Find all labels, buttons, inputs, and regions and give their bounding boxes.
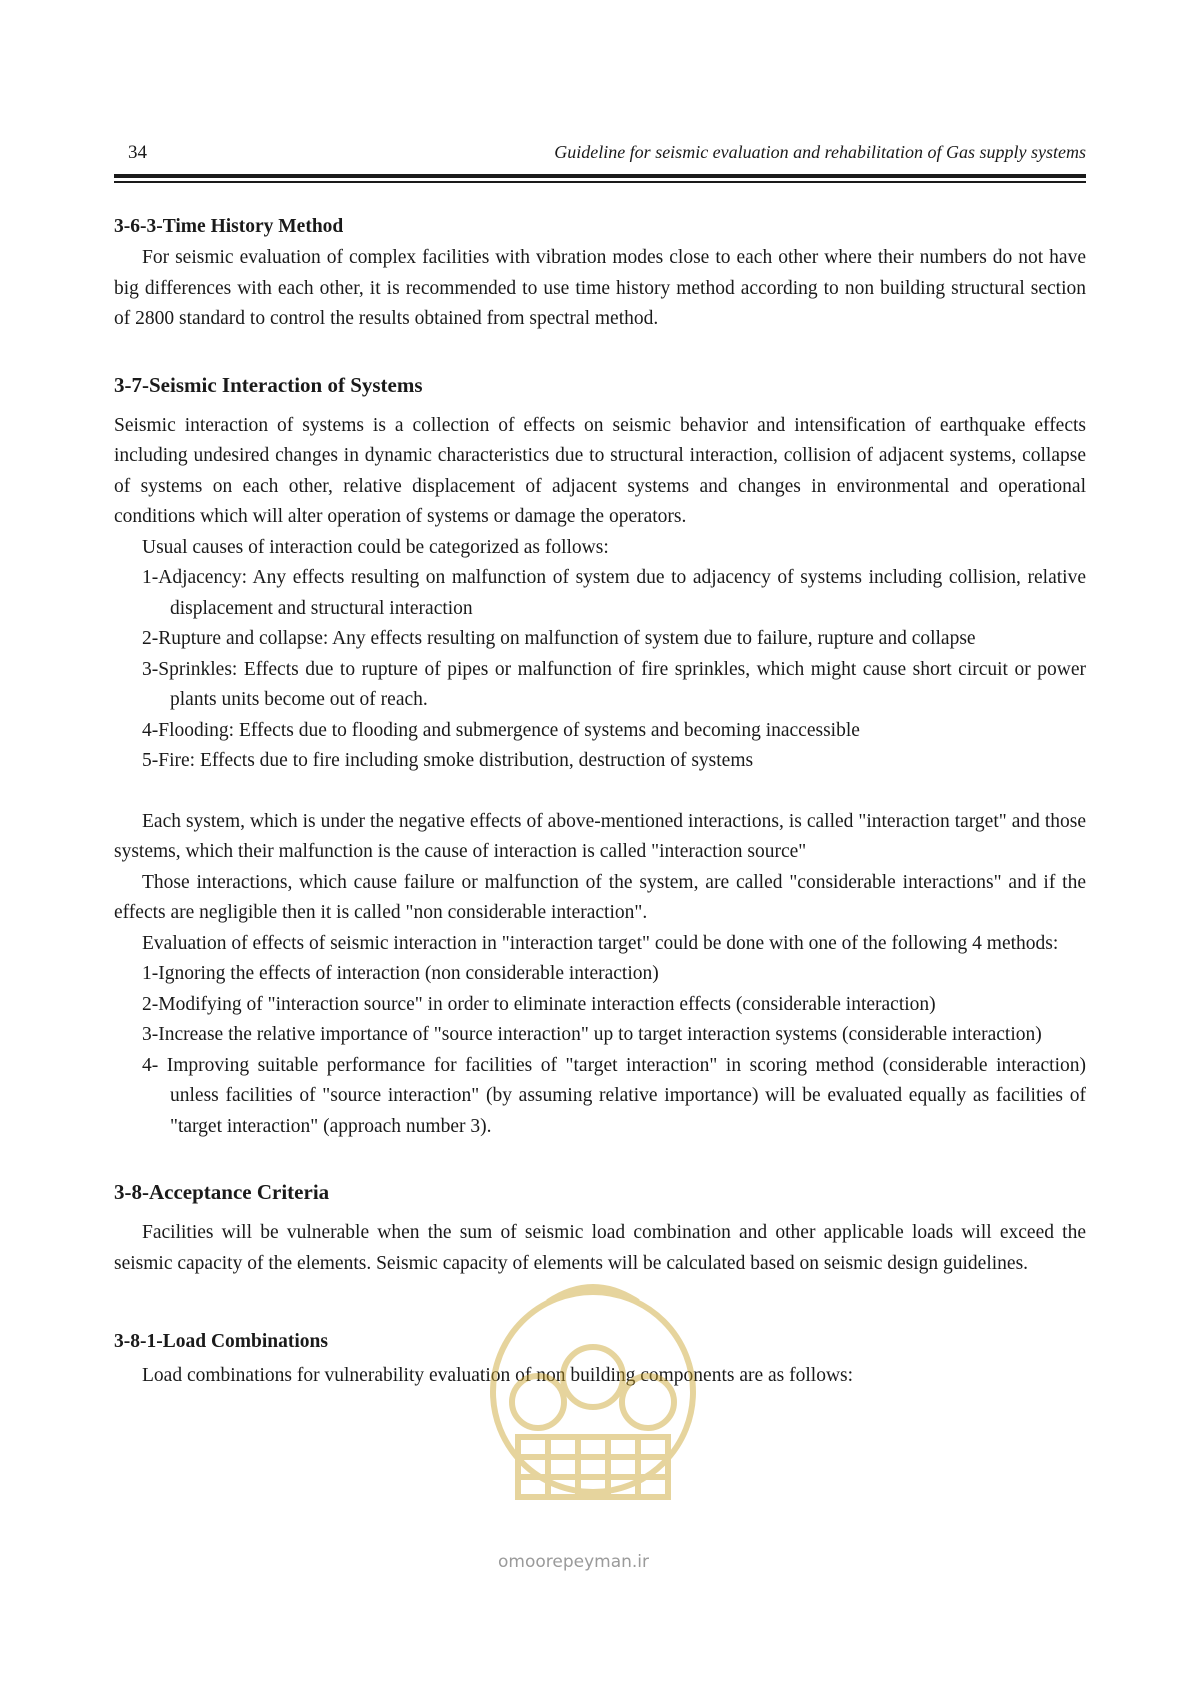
page-content xyxy=(114,212,1086,1392)
paragraph-time-history: For seismic evaluation of complex facilities with vibration modes close to each other where their numbers do not have big differences with each other, it is recommended to use time history method according to non building structural section of 2800 standard to control the results obtained from spectral method. xyxy=(114,247,1086,329)
list-item: 2-Modifying of "interaction source" in order to eliminate interaction effects (considerable interaction) xyxy=(142,993,936,1015)
paragraph-acceptance-criteria: Facilities will be vulnerable when the sum of seismic load combination and other applicable loads will exceed the seismic capacity of the elements. Seismic capacity of elements will be calculated based on seismic design guidelines. xyxy=(114,1222,1086,1274)
list-item: 3-Sprinkles: Effects due to rupture of pipes or malfunction of fire sprinkles, which might cause short circuit or power plants units become out of reach. xyxy=(142,658,1086,710)
page-header xyxy=(114,140,1086,170)
list-item: 3-Increase the relative importance of "source interaction" up to target interaction systems (considerable interaction) xyxy=(142,1024,1042,1045)
list-item: 5-Fire: Effects due to fire including smoke distribution, destruction of systems xyxy=(142,750,754,771)
paragraph-interaction-target: Each system, which is under the negative effects of above-mentioned interactions, is called "interaction target" and those systems, which their malfunction is the cause of interaction is called "interaction source" xyxy=(114,810,1086,862)
paragraph-considerable-interactions: Those interactions, which cause failure or malfunction of the system, are called "considerable interactions" and if the effects are negligible then it is called "non considerable interaction". xyxy=(114,871,1086,923)
causes-list xyxy=(114,563,1086,777)
watermark-logo-icon xyxy=(478,1262,708,1582)
list-item: 1-Adjacency: Any effects resulting on malfunction of system due to adjacency of systems including collision, relative displacement and structural interaction xyxy=(142,567,1086,619)
running-title: Guideline for seismic evaluation and rehabilitation of Gas supply systems xyxy=(554,142,1086,162)
heading-3-7: 3-7-Seismic Interaction of Systems xyxy=(114,372,423,397)
list-item: 4-Flooding: Effects due to flooding and submergence of systems and becoming inaccessible xyxy=(142,719,860,741)
list-item: 1-Ignoring the effects of interaction (non considerable interaction) xyxy=(142,963,659,984)
list-item: 4- Improving suitable performance for facilities of "target interaction" in scoring method (considerable interaction) unless facilities of "source interaction" (by assuming relative importance) will be evaluated equally as facilities of "target interaction" (approach number 3). xyxy=(142,1054,1086,1137)
paragraph-interaction-definition: Seismic interaction of systems is a collection of effects on seismic behavior and intensification of earthquake effects including undesired changes in dynamic characteristics due to structural interaction, collision of adjacent systems, collapse of systems on each other, relative displacement of adjacent systems and changes in environmental and operational conditions which will alter operation of systems or damage the operators. xyxy=(114,414,1086,527)
methods-list xyxy=(114,959,1086,1142)
watermark-text: omoorepeyman.ir xyxy=(498,1552,650,1572)
header-rule-thin xyxy=(114,181,1086,183)
page-number: 34 xyxy=(128,142,147,163)
paragraph-evaluation-methods: Evaluation of effects of seismic interaction in "interaction target" could be done with one of the following 4 methods: xyxy=(142,932,1059,954)
heading-3-6-3: 3-6-3-Time History Method xyxy=(114,216,344,237)
paragraph-usual-causes: Usual causes of interaction could be categorized as follows: xyxy=(142,536,609,558)
paragraph-load-combinations: Load combinations for vulnerability evaluation of non building components are as follows: xyxy=(142,1365,854,1386)
header-rule-thick xyxy=(114,174,1086,178)
heading-3-8: 3-8-Acceptance Criteria xyxy=(114,1180,330,1204)
heading-3-8-1: 3-8-1-Load Combinations xyxy=(114,1331,328,1352)
list-item: 2-Rupture and collapse: Any effects resulting on malfunction of system due to failure, rupture and collapse xyxy=(142,628,976,649)
